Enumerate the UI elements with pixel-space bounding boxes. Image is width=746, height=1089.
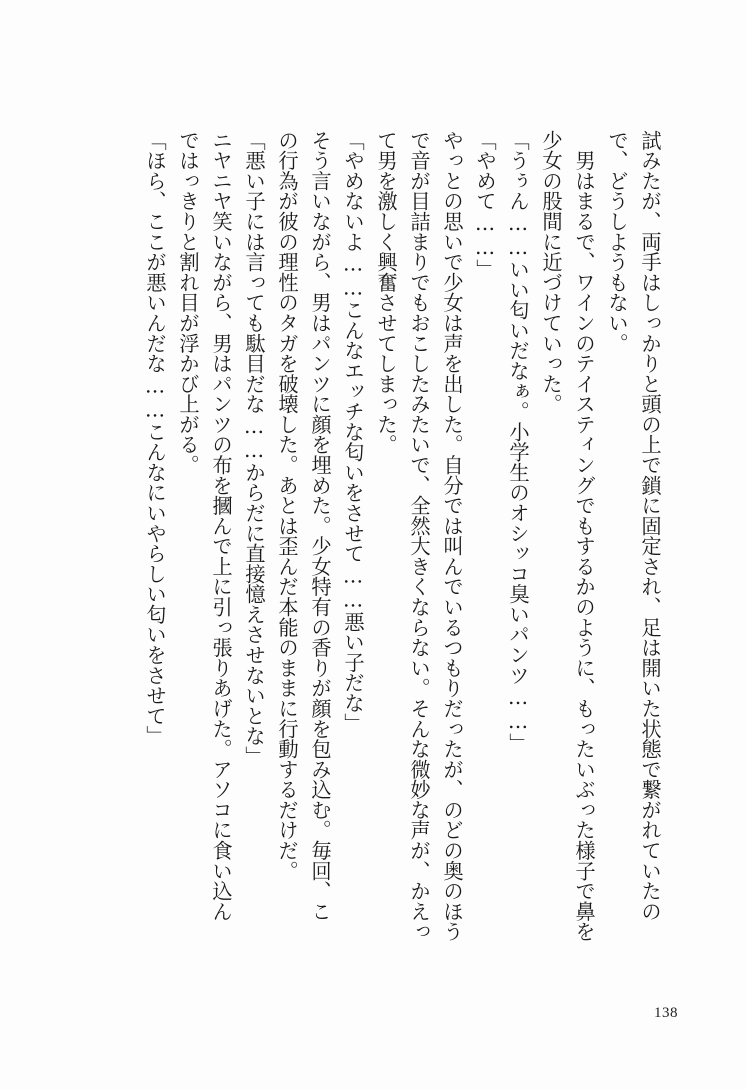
text-line: 「やめて……」: [473, 130, 497, 280]
text-line: 男はまるで、ワインのテイスティングでもするかのように、もったいぶった様子で鼻を: [572, 130, 596, 942]
page-number: 138: [654, 1005, 678, 1021]
text-line: 「ほら、ここが悪いんだな……こんなにいやらしい匂いをさせて」: [143, 130, 167, 747]
text-line: 「うぅん……いい匂いだなぁ。小学生のオシッコ臭いパンツ……」: [506, 130, 530, 754]
text-line: で、どうしようもない。: [605, 130, 629, 354]
text-line: そう言いながら、男はパンツに顔を埋めた。少女特有の香りが顔を包み込む。毎回、こ: [308, 130, 332, 922]
text-line: で音が目詰まりでもおこしたみたいで、全然大きくならない。そんな微妙な声が、かえっ: [407, 130, 431, 942]
text-line: ニヤニヤ笑いながら、男はパンツの布を摑んで上に引っ張りあげた。アソコに食い込ん: [209, 130, 233, 922]
vertical-text-body: [138, 130, 666, 1030]
text-line: やっとの思いで少女は声を出した。自分では叫んでいるつもりだったが、のどの奥のほう: [440, 130, 464, 942]
text-line: の行為が彼の理性のタガを破壊した。あとは歪んだ本能のままに行動するだけだ。: [275, 130, 299, 881]
text-line: 試みたが、両手はしっかりと頭の上で鎖に固定され、足は開いた状態で繋がれていたの: [638, 130, 662, 922]
text-line: 「悪い子には言っても駄目だな……からだに直接憶えさせないとな」: [242, 130, 266, 767]
text-line: 「やめないよ……こんなエッチな匂いをさせて……悪い子だな」: [341, 130, 365, 734]
text-line: 少女の股間に近づけていった。: [539, 130, 563, 415]
text-line: て男を激しく興奮させてしまった。: [374, 130, 398, 455]
text-line: ではっきりと割れ目が浮かび上がる。: [176, 130, 200, 475]
